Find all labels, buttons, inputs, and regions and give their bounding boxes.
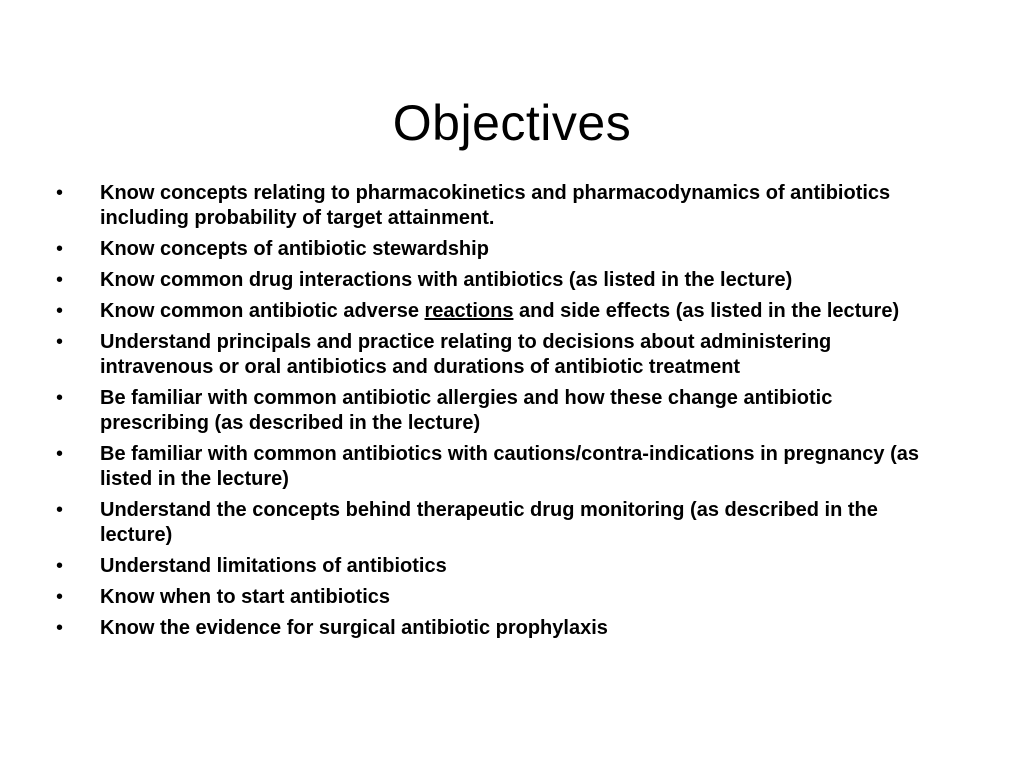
bullet-text: Know concepts of antibiotic stewardship <box>100 238 489 260</box>
bullet-text: Know concepts relating to pharmacokinetics and pharmacodynamics of antibiotics including probability of target attainment. <box>100 182 891 229</box>
list-item <box>56 616 941 641</box>
bullet-text: Understand principals and practice relating to decisions about administering intravenous or oral antibiotics and durations of antibiotic treatment <box>100 331 832 378</box>
bullet-text: Be familiar with common antibiotic allergies and how these change antibiotic prescribing (as described in the lecture) <box>100 387 833 434</box>
bullet-icon: • <box>56 238 64 260</box>
bullet-text: Understand limitations of antibiotics <box>100 555 447 577</box>
list-item <box>56 268 941 293</box>
list-item <box>56 330 941 380</box>
objectives-list <box>56 181 941 647</box>
list-item <box>56 585 941 610</box>
bullet-text-part: Know common antibiotic adverse <box>100 300 425 322</box>
bullet-icon: • <box>56 617 64 639</box>
bullet-text: Know the evidence for surgical antibiotic prophylaxis <box>100 617 608 639</box>
bullet-text <box>100 300 899 322</box>
bullet-text: Understand the concepts behind therapeutic drug monitoring (as described in the lecture) <box>100 499 878 546</box>
bullet-icon: • <box>56 555 64 577</box>
list-item <box>56 299 941 324</box>
list-item <box>56 554 941 579</box>
bullet-icon: • <box>56 499 64 521</box>
list-item <box>56 442 941 492</box>
bullet-icon: • <box>56 269 64 291</box>
bullet-icon: • <box>56 586 64 608</box>
list-item <box>56 498 941 548</box>
slide-title: Objectives <box>392 94 632 151</box>
bullet-text: Know when to start antibiotics <box>100 586 391 608</box>
bullet-icon: • <box>56 387 64 409</box>
bullet-icon: • <box>56 182 64 204</box>
bullet-text: Be familiar with common antibiotics with cautions/contra-indications in pregnancy (as listed in the lecture) <box>100 443 920 490</box>
list-item <box>56 386 941 436</box>
list-item <box>56 181 941 231</box>
bullet-text: Know common drug interactions with antibiotics (as listed in the lecture) <box>100 269 793 291</box>
bullet-icon: • <box>56 331 64 353</box>
bullet-icon: • <box>56 443 64 465</box>
list-item <box>56 237 941 262</box>
bullet-text-part: and side effects (as listed in the lecture) <box>513 300 900 322</box>
bullet-icon: • <box>56 300 64 322</box>
underlined-word: reactions <box>424 300 514 322</box>
